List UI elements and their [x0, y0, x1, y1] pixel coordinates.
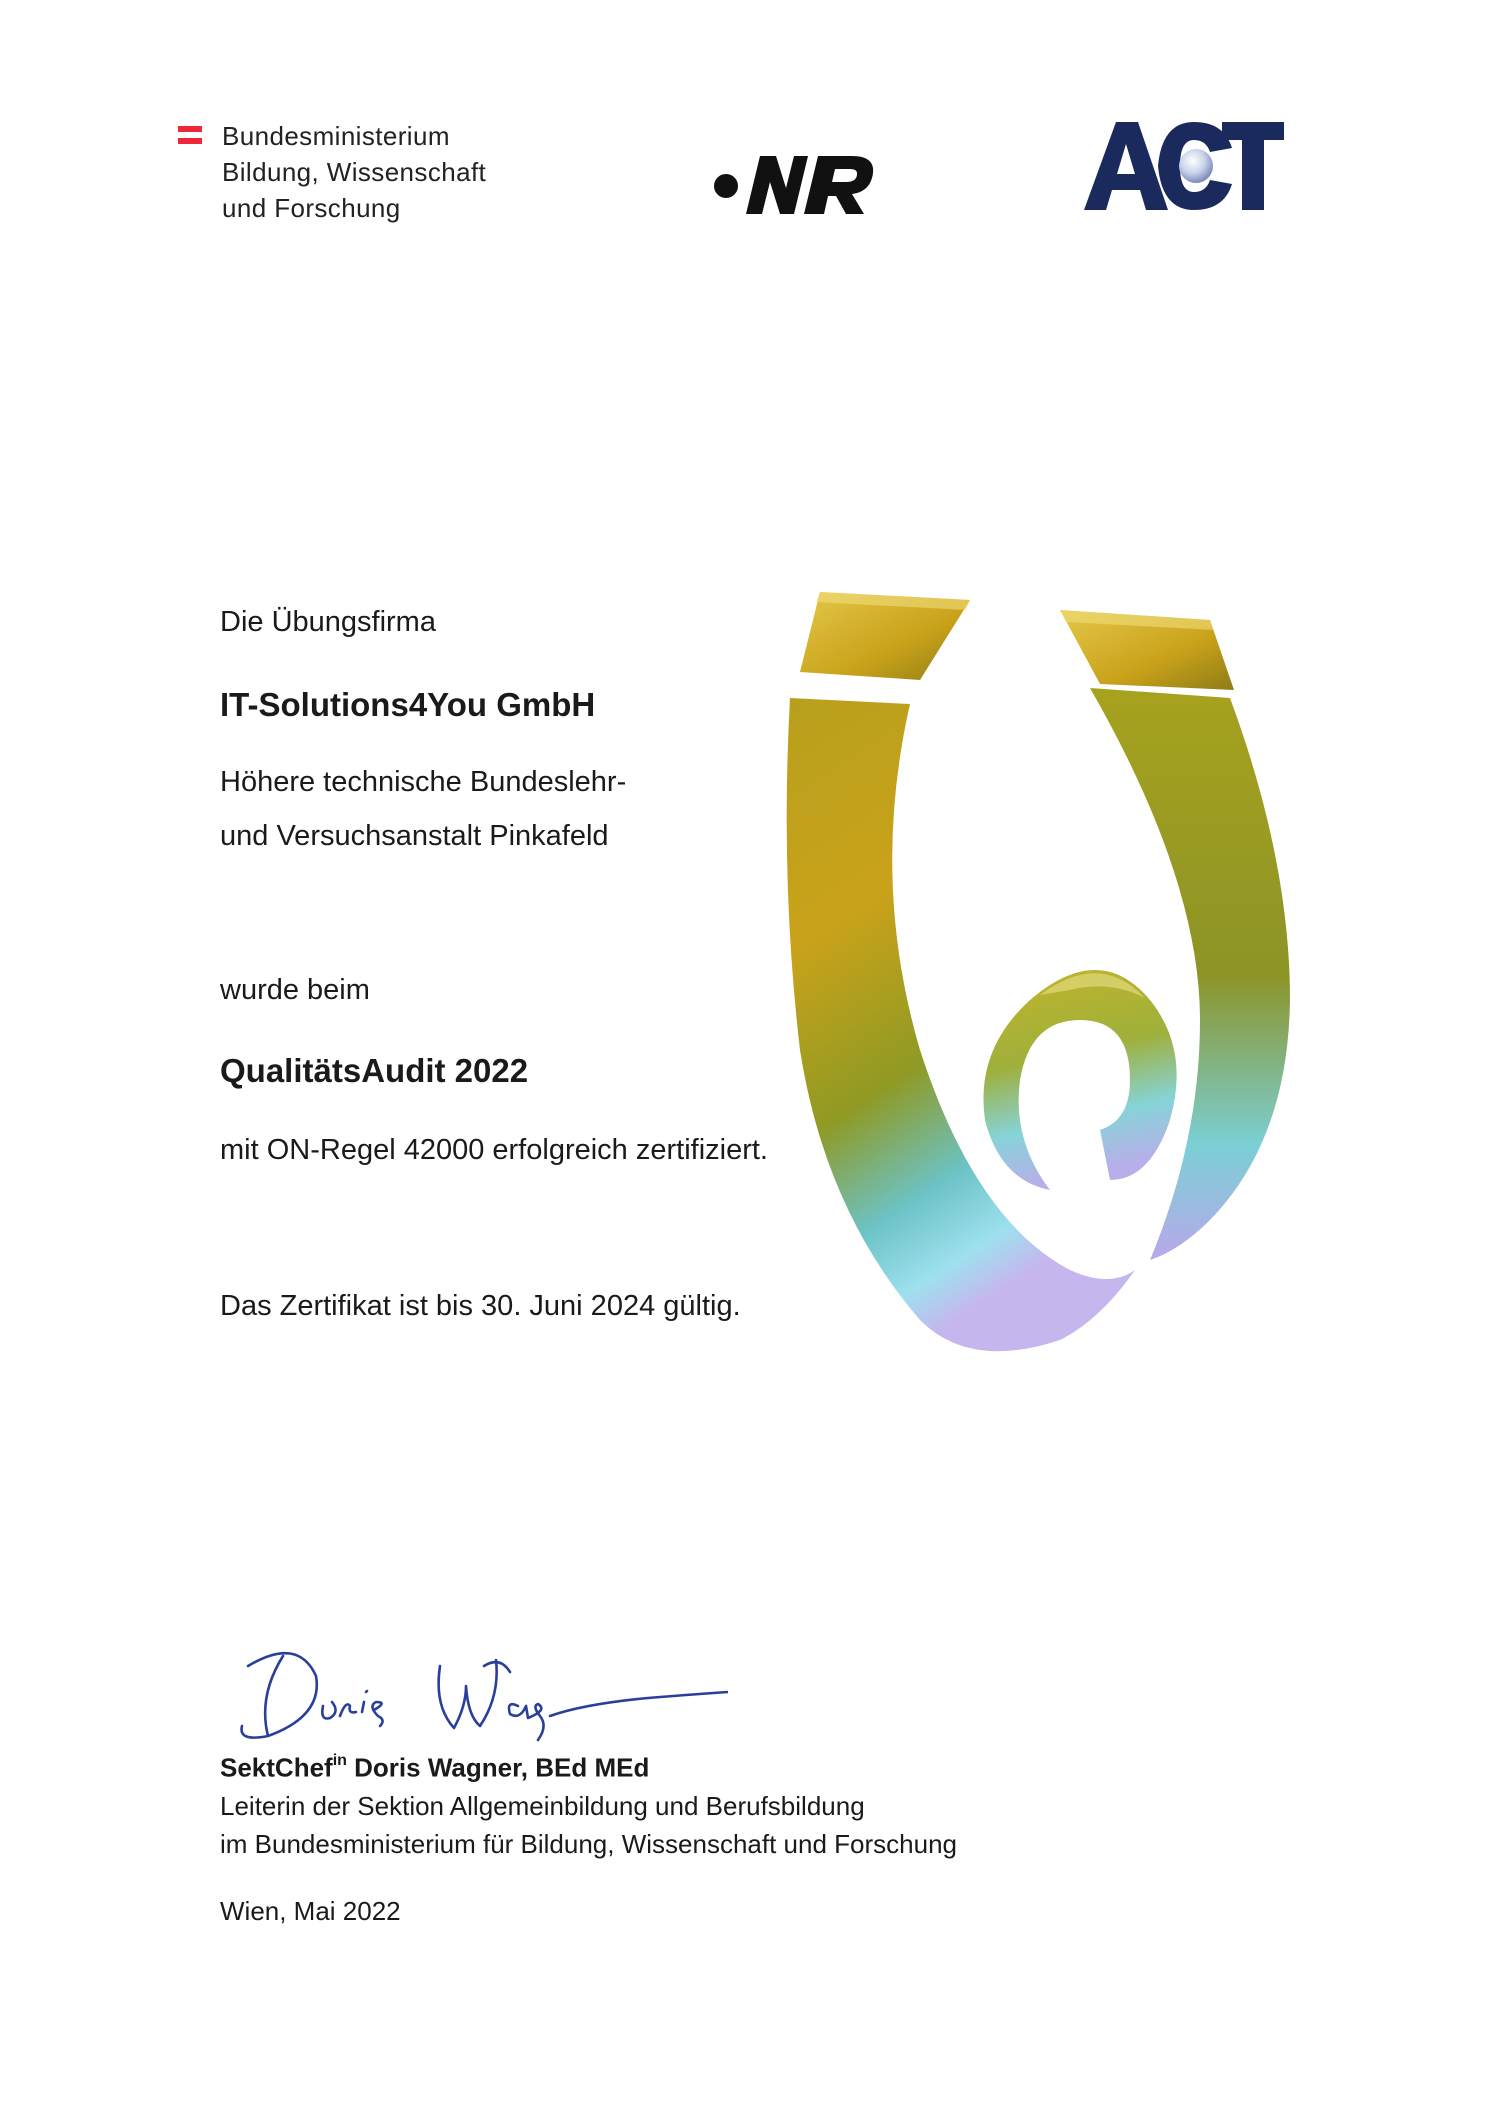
- ministry-logo: [178, 118, 538, 228]
- act-logo: [1082, 118, 1286, 214]
- signer-full-name: Doris Wagner, BEd MEd: [346, 1752, 650, 1783]
- signer-block: [220, 1744, 957, 1863]
- school-line-1: Höhere technische Bundeslehr-: [220, 766, 627, 798]
- validity-text: Das Zertifikat ist bis 30. Juni 2024 gültig.: [220, 1290, 741, 1322]
- uebungsfirma-emblem-icon: [770, 580, 1350, 1370]
- ministry-name: [222, 118, 486, 226]
- regel-text: mit ON-Regel 42000 erfolgreich zertifiziert.: [220, 1134, 768, 1166]
- school-line-2: und Versuchsanstalt Pinkafeld: [220, 820, 609, 852]
- signer-name: [220, 1744, 957, 1787]
- wurde-text: wurde beim: [220, 974, 370, 1006]
- ministry-line-2: Bildung, Wissenschaft: [222, 157, 487, 187]
- signer-role-line-1: Leiterin der Sektion Allgemeinbildung und Berufsbildung: [220, 1790, 865, 1821]
- austria-flag-icon: [178, 126, 202, 144]
- handwritten-signature: [228, 1636, 728, 1746]
- signer-title: SektChef: [220, 1752, 333, 1783]
- place-date: Wien, Mai 2022: [220, 1896, 401, 1926]
- intro-text: Die Übungsfirma: [220, 606, 436, 638]
- ministry-line-1: Bundesministerium: [222, 121, 450, 151]
- audit-title: QualitätsAudit 2022: [220, 1052, 529, 1089]
- signer-role-line-2: im Bundesministerium für Bildung, Wissenschaft und Forschung: [220, 1828, 957, 1859]
- signer-title-suffix: in: [332, 1752, 347, 1769]
- onr-logo: [712, 148, 882, 220]
- ministry-line-3: und Forschung: [222, 193, 401, 223]
- company-name: IT-Solutions4You GmbH: [220, 686, 596, 723]
